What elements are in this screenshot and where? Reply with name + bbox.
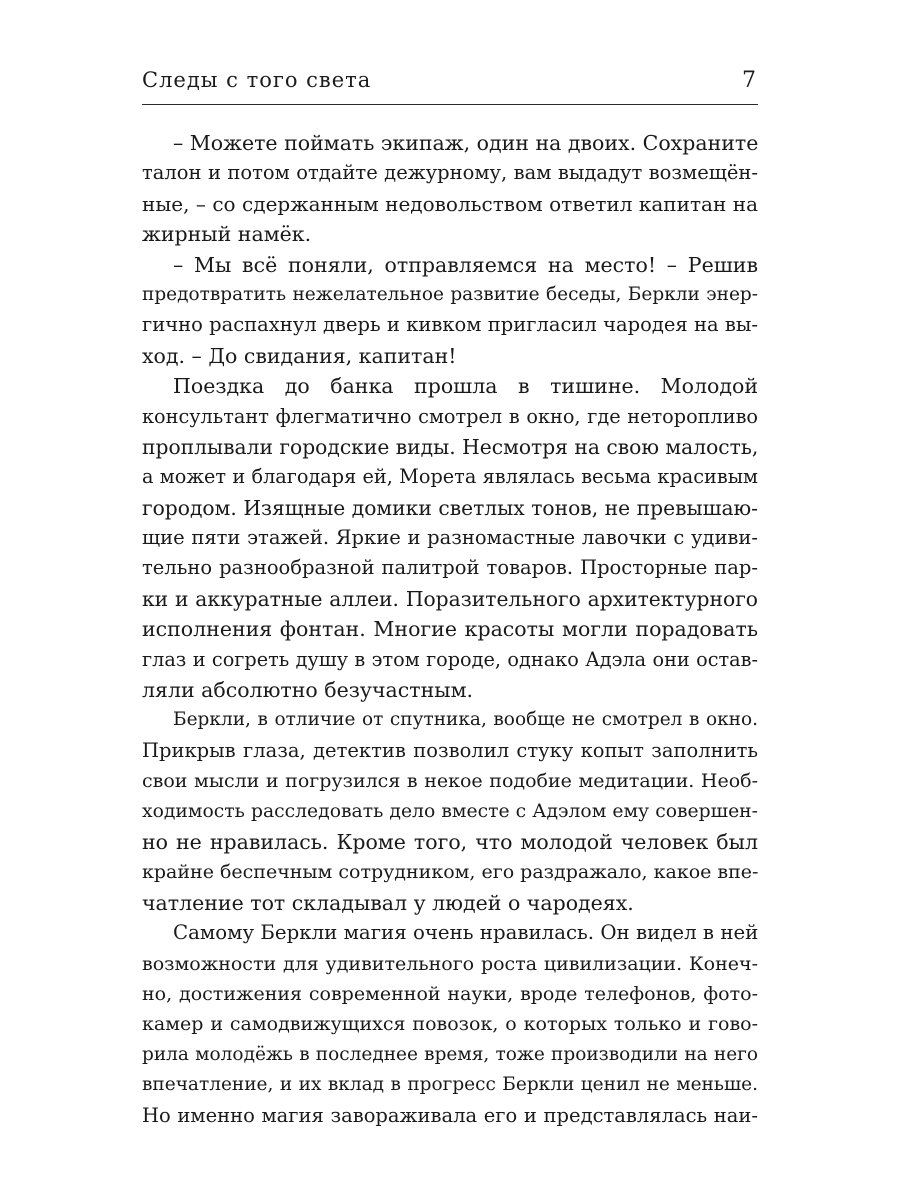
text-line: Но именно магия завораживала его и представлялась наи-	[142, 1103, 758, 1127]
text-line: Прикрыв глаза, детектив позволил стуку копыт заполнить	[142, 738, 758, 762]
paragraph-first-line: Беркли, в отличие от спутника, вообще не смотрел в окно.	[173, 709, 758, 731]
text-line: ход. – До свидания, капитан!	[142, 343, 457, 368]
text-line: возможности для удивительного роста цивилизации. Конеч-	[142, 952, 758, 975]
text-line: исполнения фонтан. Многие красоты могли порадовать	[142, 617, 758, 642]
paragraph-first-line: Поездка до банка прошла в тишине. Молодой	[173, 374, 758, 399]
text-line: крайне беспечным сотрудником, его раздражало, какое впе-	[142, 861, 758, 884]
text-line: городом. Изящные домики светлых тонов, не превышаю-	[142, 495, 758, 520]
text-line: жирный намёк.	[142, 222, 312, 247]
header-rule	[142, 104, 758, 105]
running-title: Следы с того света	[142, 68, 372, 92]
text-line: рила молодёжь в последнее время, тоже производили на него	[142, 1043, 758, 1065]
text-line: консультант флегматично смотрел в окно, где неторопливо	[142, 404, 758, 428]
paragraph-first-line: Самому Беркли магия очень нравилась. Он видел в ней	[173, 921, 758, 945]
text-line: ходимость расследовать дело вместе с Адэлом ему совершен-	[142, 800, 758, 822]
text-line: ки и аккуратные аллеи. Поразительного архитектурного	[142, 586, 758, 611]
text-line: впечатление, и их вклад в прогресс Беркли ценил не меньше.	[142, 1074, 758, 1096]
text-line: глаз и согреть душу в этом городе, однако Адэла они остав-	[142, 647, 758, 671]
text-line: свои мысли и погрузился в некое подобие медитации. Необ-	[142, 770, 758, 793]
body-text	[142, 128, 758, 1131]
text-line: ляли абсолютно безучастным.	[142, 678, 474, 703]
text-line: камер и самодвижущихся повозок, о которых только и гово-	[142, 1013, 758, 1036]
text-line: ные, – со сдержанным недовольством ответил капитан на	[142, 191, 758, 216]
paragraph-first-line: – Мы всё поняли, отправляемся на место! – Решив	[173, 252, 758, 277]
text-line: талон и потом отдайте дежурному, вам выдадут возмещён-	[142, 161, 758, 185]
text-line: но, достижения современной науки, вроде телефонов, фото-	[142, 982, 758, 1005]
text-line: тельно разнообразной палитрой товаров. Просторные пар-	[142, 556, 758, 580]
page-number: 7	[742, 68, 756, 93]
page-header	[142, 62, 758, 102]
text-line: но не нравилась. Кроме того, что молодой человек был	[142, 829, 758, 854]
paragraph-first-line: – Можете поймать экипаж, один на двоих. Сохраните	[173, 131, 758, 155]
text-line: проплывали городские виды. Несмотря на свою малость,	[142, 434, 758, 459]
text-line: предотвратить нежелательное развитие беседы, Беркли энер-	[142, 283, 758, 305]
text-line: гично распахнул дверь и кивком пригласил чародея на вы-	[142, 313, 758, 337]
text-line: чатление тот складывал у людей о чародеях.	[142, 890, 634, 915]
text-line: а может и благодаря ей, Морета являлась весьма красивым	[142, 465, 758, 489]
text-line: щие пяти этажей. Яркие и разномастные лавочки с удиви-	[142, 526, 758, 550]
